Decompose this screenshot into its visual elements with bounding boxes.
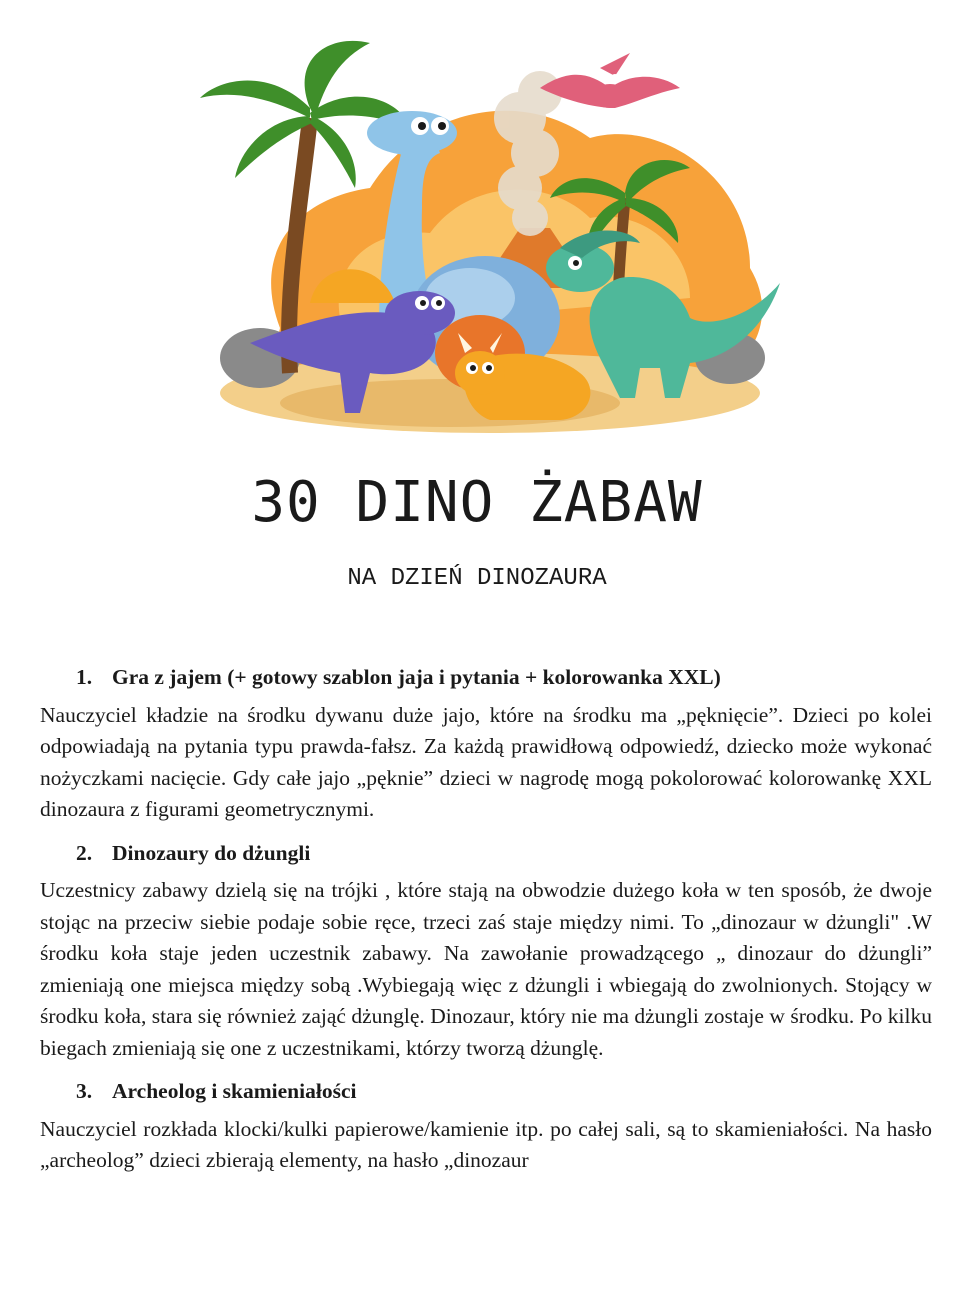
dinosaur-scene-icon (190, 28, 790, 438)
section-heading-3 (76, 1076, 932, 1108)
section-heading-1 (76, 662, 932, 694)
page-subtitle: NA DZIEŃ DINOZAURA (347, 565, 607, 592)
section-number: 3. (76, 1079, 93, 1103)
section-heading-text: Gra z jajem (+ gotowy szablon jaja i pytania + kolorowanka XXL) (112, 665, 721, 689)
section-number: 2. (76, 840, 93, 865)
document-body (40, 662, 932, 1177)
section-heading-text: Archeolog i skamieniałości (112, 1079, 357, 1103)
section-paragraph-3: Nauczyciel rozkłada klocki/kulki papierowe/kamienie itp. po całej sali, są to skamieniałości. Na hasło „archeolog” dzieci zbierają elementy, na hasło „dinozaur (40, 1116, 932, 1172)
section-heading-2 (76, 838, 932, 870)
dinosaur-illustration (190, 28, 790, 438)
section-paragraph-2: Uczestnicy zabawy dzielą się na trójki , które stają na obwodzie dużego koła w ten sposób, że dwoje stojąc na przeciw siebie podaje sobie ręce, trzeci zaś staje między nimi. To „dinozaur w dżungli" .W środku koła staje jeden uczestnik zabawy. Na zawołanie prowadzącego „ dinozaur do dżungli” zmieniają one miejsca między sobą .Wybiegają więc z dżungli i wbiegają do zwolnionych. Stojący w środku koła, stara się również zająć dżunglę. Dinozaur, który nie ma dżungli zostaje w środku. Po kilku biegach zmieniają się one z uczestnikami, którzy tworzą dżunglę. (40, 878, 932, 1060)
page-title: 30 DINO ŻABAW (251, 470, 703, 535)
section-number: 1. (76, 665, 93, 689)
section-paragraph-1: Nauczyciel kładzie na środku dywanu duże jajo, które na środku ma „pęknięcie”. Dzieci po kolei odpowiadają na pytania typu prawda-fałsz. Za każdą prawidłową odpowiedź, dziecko może wykonać nożyczkami nacięcie. Gdy całe jajo „pęknie” dzieci w nagrodę mogą pokolorować kolorowankę XXL dinozaura z figurami geometrycznymi. (40, 702, 932, 821)
section-heading-text: Dinozaury do dżungli (112, 840, 311, 865)
